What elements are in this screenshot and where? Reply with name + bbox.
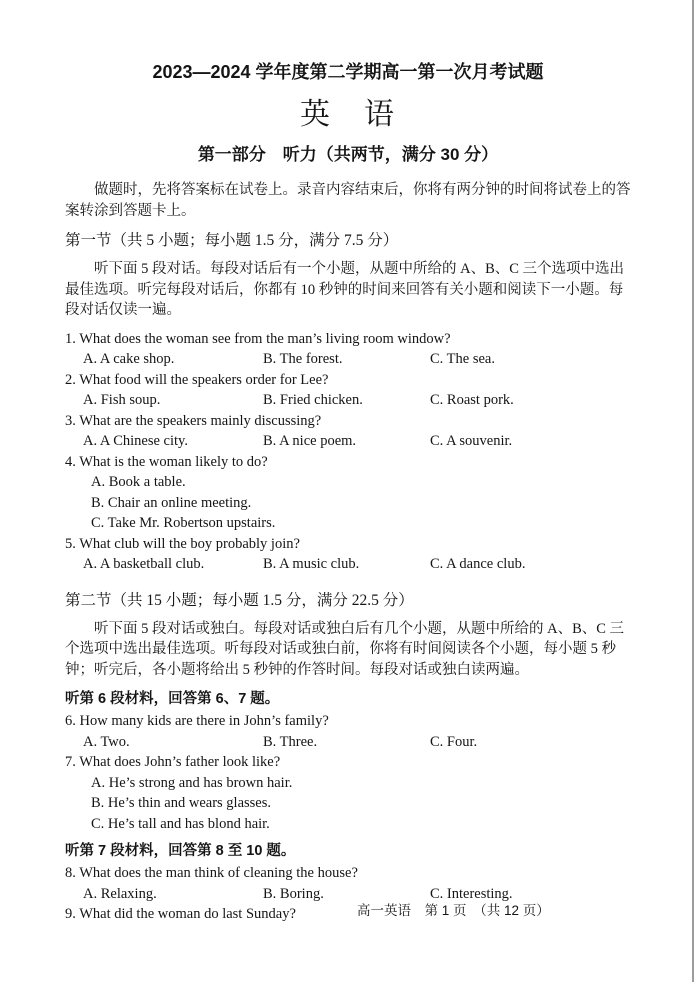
option-a: A. Relaxing.: [83, 885, 157, 902]
option-b: B. He’s thin and wears glasses.: [91, 795, 272, 811]
option-c: C. Interesting.: [430, 885, 513, 902]
option-a: A. Fish soup.: [83, 392, 161, 408]
material6-heading: 听第 6 段材料，回答第 6、7 题。: [65, 691, 280, 707]
option-b: B. A music club.: [263, 556, 360, 572]
question-text: 1. What does the woman see from the man’s living room window?: [65, 330, 451, 347]
option-a: A. A Chinese city.: [83, 433, 188, 449]
section1-instructions: 听下面 5 段对话。每段对话后有一个小题，从题中所给的 A、B、C 三个选项中选出最佳选项。听完每段对话后，你都有 10 秒钟的时间来回答有关小题和阅读下一小题。每段对话仅读一遍。: [65, 261, 625, 318]
options-stacked: [65, 472, 631, 534]
option-b: B. A nice poem.: [263, 433, 357, 449]
option-c: C. Take Mr. Robertson upstairs.: [91, 515, 276, 531]
answer-sheet-instructions: 做题时，先将答案标在试卷上。录音内容结束后，你将有两分钟的时间将试卷上的答案转涂到答题卡上。: [65, 182, 631, 219]
question-text: 9. What did the woman do last Sunday?: [65, 906, 296, 922]
option-c: C. Four.: [430, 733, 478, 750]
question-text: 5. What club will the boy probably join?: [65, 535, 300, 552]
question-7: [65, 752, 631, 834]
option-c: C. A dance club.: [430, 556, 526, 572]
question-text: 4. What is the woman likely to do?: [65, 453, 268, 470]
question-2: [65, 370, 631, 411]
options-row: [65, 732, 631, 753]
option-a: A. A basketball club.: [83, 556, 205, 572]
question-8: [65, 863, 631, 904]
option-b: B. Three.: [263, 733, 318, 750]
material7-heading: 听第 7 段材料，回答第 8 至 10 题。: [65, 843, 296, 859]
section2-heading: 第二节（共 15 小题；每小题 1.5 分，满分 22.5 分）: [65, 591, 414, 609]
option-b: B. The forest.: [263, 351, 343, 367]
section1-heading: 第一节（共 5 小题；每小题 1.5 分，满分 7.5 分）: [65, 232, 399, 249]
options-row: [65, 390, 631, 411]
option-b: B. Fried chicken.: [263, 392, 363, 408]
option-c: C. The sea.: [430, 351, 495, 367]
option-a: A. A cake shop.: [83, 351, 175, 367]
question-text: 6. How many kids are there in John’s family?: [65, 713, 329, 729]
question-text: 8. What does the man think of cleaning the house?: [65, 865, 358, 881]
question-text: 3. What are the speakers mainly discussing?: [65, 412, 322, 429]
option-c: C. A souvenir.: [430, 433, 513, 449]
option-b: B. Chair an online meeting.: [91, 494, 252, 511]
options-row: [65, 431, 631, 452]
question-5: [65, 534, 631, 575]
question-4: [65, 452, 631, 534]
page-footer: 高一英语 第 1 页 （共 12 页）: [357, 903, 550, 918]
option-b: B. Boring.: [263, 885, 324, 902]
options-stacked: [65, 773, 631, 835]
question-1: [65, 329, 631, 370]
scan-edge-line: [692, 0, 694, 982]
part1-heading: 第一部分 听力（共两节，满分 30 分）: [197, 145, 499, 164]
option-c: C. Roast pork.: [430, 392, 514, 408]
question-6: [65, 711, 631, 752]
section-gap: [65, 575, 631, 587]
options-row: [65, 349, 631, 370]
option-c: C. He’s tall and has blond hair.: [91, 815, 270, 832]
question-text: 7. What does John’s father look like?: [65, 754, 281, 770]
option-a: A. Book a table.: [91, 474, 186, 490]
section2-instructions: 听下面 5 段对话或独白。每段对话或独白后有几个小题，从题中所给的 A、B、C 三个选项中选出最佳选项。听每段对话或独白前，你将有时间阅读各个小题，每小题 5 秒钟；听完后，各小题将给出 5 秒钟的作答时间。每段对话或独白读两遍。: [65, 620, 625, 678]
exam-subject: 英 语: [300, 98, 396, 131]
options-row: [65, 554, 631, 575]
option-a: A. Two.: [83, 733, 130, 750]
question-3: [65, 411, 631, 452]
question-text: 2. What food will the speakers order for Lee?: [65, 371, 329, 388]
option-a: A. He’s strong and has brown hair.: [91, 774, 293, 791]
exam-title: 2023—2024 学年度第二学期高一第一次月考试题: [152, 62, 544, 82]
